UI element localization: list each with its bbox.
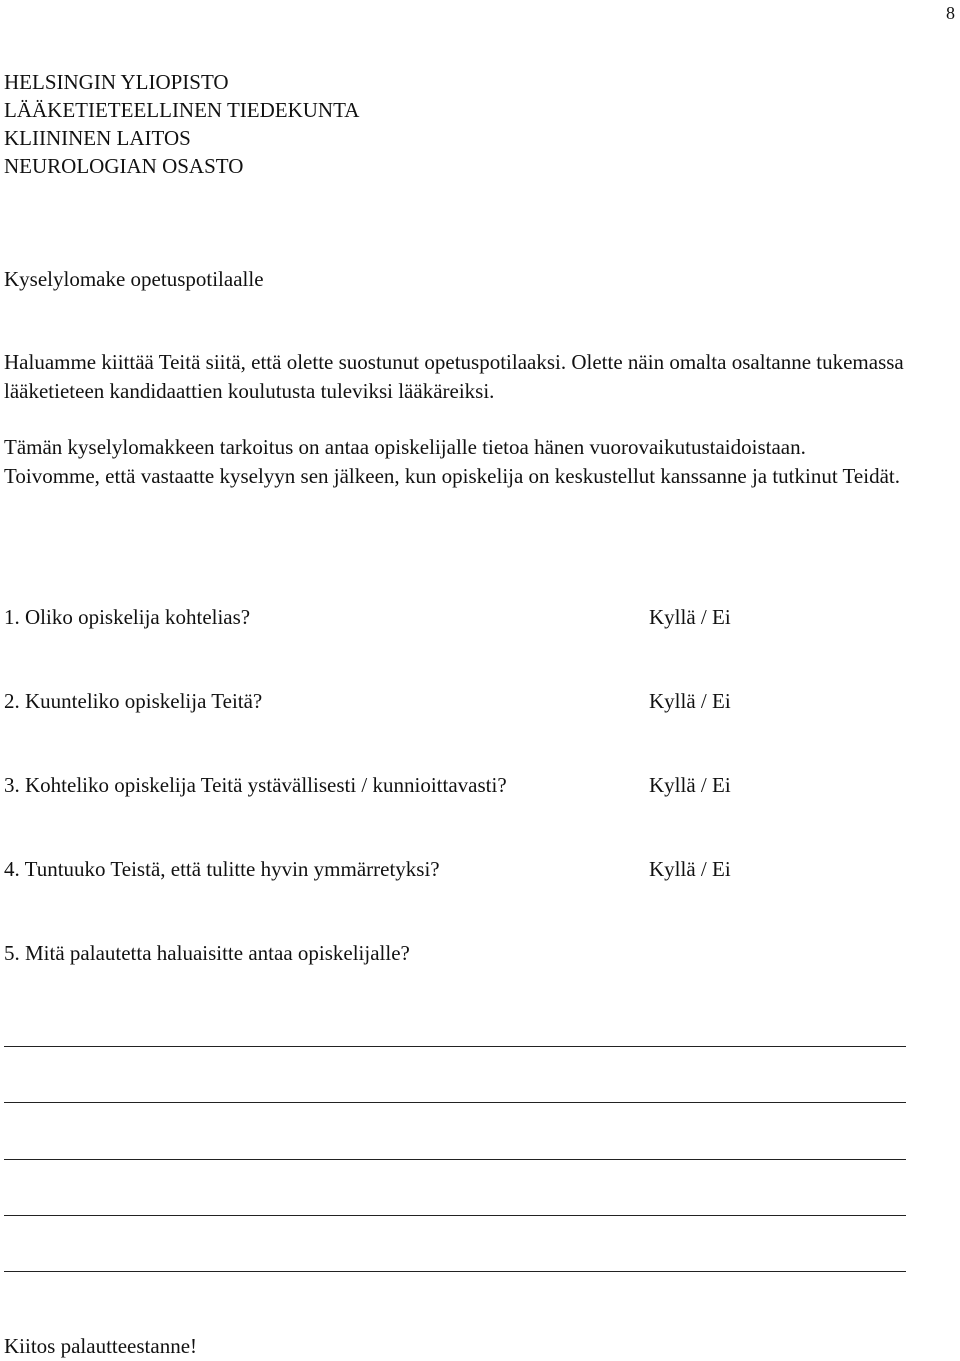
question-4-answer[interactable]: Kyllä / Ei bbox=[649, 857, 731, 881]
question-1-text: 1. Oliko opiskelija kohtelias? bbox=[4, 605, 251, 629]
question-2-answer[interactable]: Kyllä / Ei bbox=[649, 689, 731, 713]
intro-paragraph-2-line-1: Tämän kyselylomakkeen tarkoitus on antaa opiskelijalle tietoa hänen vuorovaikutustaidoistaan. bbox=[4, 435, 806, 459]
page-number: 8 bbox=[946, 3, 955, 23]
question-2-text: 2. Kuunteliko opiskelija Teitä? bbox=[4, 689, 263, 713]
feedback-answer-line[interactable] bbox=[4, 1102, 906, 1103]
faculty-name: LÄÄKETIETEELLINEN TIEDEKUNTA bbox=[4, 98, 360, 122]
form-title: Kyselylomake opetuspotilaalle bbox=[4, 267, 264, 291]
question-5-text: 5. Mitä palautetta haluaisitte antaa opiskelijalle? bbox=[4, 941, 410, 965]
question-4-text: 4. Tuntuuko Teistä, että tulitte hyvin ymmärretyksi? bbox=[4, 857, 440, 881]
division-name: NEUROLOGIAN OSASTO bbox=[4, 154, 244, 178]
question-3-answer[interactable]: Kyllä / Ei bbox=[649, 773, 731, 797]
intro-paragraph-2-rest: Toivomme, että vastaatte kyselyyn sen jälkeen, kun opiskelija on keskustellut kanssanne ja tutkinut Teidät. bbox=[4, 464, 900, 488]
question-1-answer[interactable]: Kyllä / Ei bbox=[649, 605, 731, 629]
feedback-answer-line[interactable] bbox=[4, 1215, 906, 1216]
department-name: KLIININEN LAITOS bbox=[4, 126, 191, 150]
closing-thanks: Kiitos palautteestanne! bbox=[4, 1334, 198, 1358]
university-name: HELSINGIN YLIOPISTO bbox=[4, 70, 229, 94]
feedback-answer-line[interactable] bbox=[4, 1271, 906, 1272]
feedback-answer-line[interactable] bbox=[4, 1046, 906, 1047]
intro-paragraph-1: Haluamme kiittää Teitä siitä, että olette suostunut opetuspotilaaksi. Olette näin omalta osaltanne tukemassa lääketieteen kandidaattien koulutusta tuleviksi lääkäreiksi. bbox=[4, 350, 904, 403]
question-3-text: 3. Kohteliko opiskelija Teitä ystävällisesti / kunnioittavasti? bbox=[4, 773, 507, 797]
feedback-answer-line[interactable] bbox=[4, 1159, 906, 1160]
